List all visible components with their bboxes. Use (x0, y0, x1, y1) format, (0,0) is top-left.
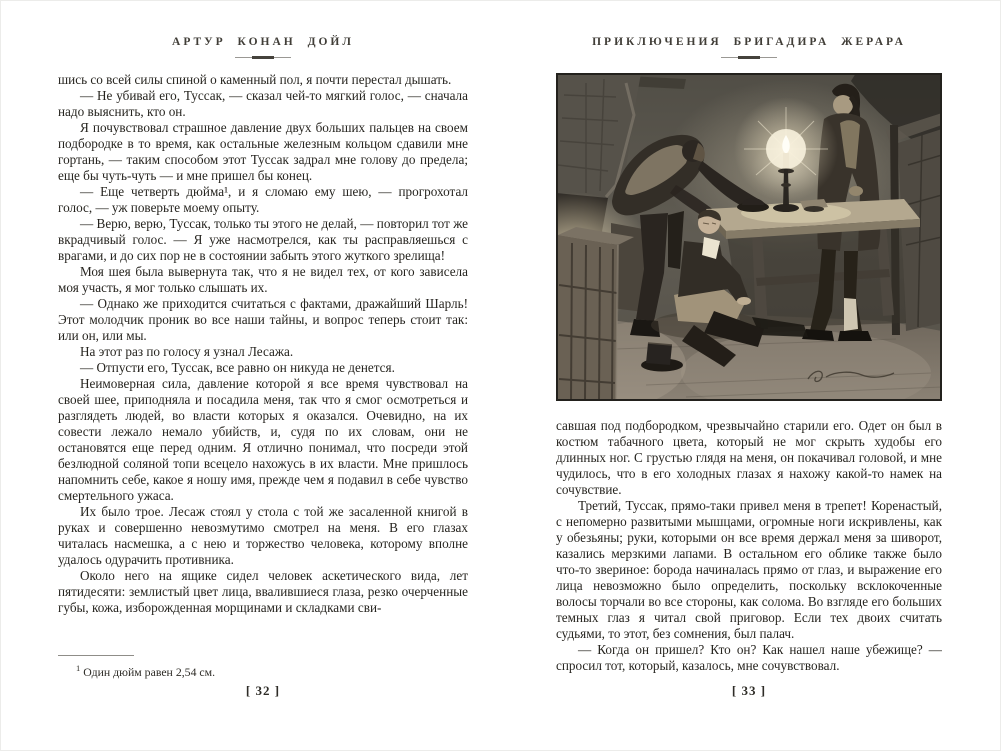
paragraph: — Отпусти его, Туссак, все равно он никуда не денется. (80, 360, 395, 375)
paragraph: савшая под подбородком, чрезвычайно старили его. Одет он был в костюм табачного цвета, который не мог скрыть худобы его длинных ног. С грустью глядя на меня, он покачивал головой, и мне чудилось, что в его холодных глазах я нахожу какой-то намек на сочувствие. (556, 418, 942, 497)
paragraph: Я почувствовал страшное давление двух больших пальцев на своем подбородке в то время, как остальные железным кольцом сдавили мне гортань, — таким способом этот Туссак задрал мне голову до предела; еще бы чуть-чуть — и мне пришел бы конец. (58, 120, 468, 183)
paragraph: — Еще четверть дюйма¹, и я сломаю ему шею, — прогрохотал голос, — уж поверьте моему опыту. (58, 184, 468, 215)
running-head-author: АРТУР КОНАН ДОЙЛ (172, 36, 354, 48)
paragraph: шись со всей силы спиной о каменный пол, я почти перестал дышать. (58, 72, 452, 87)
page-number-right: [ 33 ] (731, 683, 767, 698)
paragraph: — Не убивай его, Туссак, — сказал чей-то мягкий голос, — сначала надо выяснить, кто он. (58, 88, 468, 119)
paragraph: Моя шея была вывернута так, что я не видел тех, от кого зависела моя участь, я мог только слышать их. (58, 264, 468, 295)
paragraph: — Когда он пришел? Кто он? Как нашел наше убежище? — спросил тот, который, казалось, мне сочувствовал. (556, 642, 942, 673)
header-ornament (235, 57, 291, 58)
header-ornament-center (252, 56, 274, 59)
paragraph: Третий, Туссак, прямо-таки привел меня в трепет! Коренастый, с непомерно развитыми мышцами, огромные ноги искривлены, как у обезьяны; руки, которыми он все время держал меня за шиворот, казались мерзкими лапами. В остальном его облике также было что-то звериное: борода начиналась прямо от глаз, и выражение его лица невозможно было определить, поскольку всклокоченные волосы торчали во все стороны, как солома. Во взгляде его больших темных глаз я читал свой приговор. Если тех двоих считать судьями, то этот, без сомнения, был палач. (556, 498, 942, 641)
paragraph: — Однако же приходится считаться с фактами, дражайший Шарль! Этот молодчик проник во все наши тайны, и вопрос теперь стоит так: или он, или мы. (58, 296, 468, 343)
illustration (556, 73, 942, 401)
footnote-text: Один дюйм равен 2,54 см. (83, 664, 216, 679)
footnote-marker: 1 (76, 663, 81, 673)
body-text-left (58, 72, 468, 652)
footnote (58, 661, 468, 680)
header-ornament-center (738, 56, 760, 59)
body-text-right (556, 418, 942, 680)
paragraph: На этот раз по голосу я узнал Лесажа. (80, 344, 294, 359)
page-number-left: [ 32 ] (245, 683, 281, 698)
paragraph: Около него на ящике сидел человек аскетического вида, лет пятидесяти: землистый цвет лица, ввалившиеся глаза, резко очерченные губы, кожа, изборожденная морщинами и складками сви- (58, 568, 468, 615)
engraving-illustration (556, 73, 942, 401)
page-left (58, 0, 468, 751)
paragraph: Их было трое. Лесаж стоял у стола с той же засаленной книгой в руках и совершенно невозмутимо смотрел на меня. В его глазах читалась насмешка, а с нею и торжество человека, которому вполне удалось одурачить противника. (58, 504, 468, 567)
header-ornament (721, 57, 777, 58)
footnote-rule (58, 655, 134, 656)
page-right (556, 0, 942, 751)
paragraph: Неимоверная сила, давление которой я все время чувствовал на своей шее, приподняла и посадила меня, так что я смог осмотреться и разглядеть людей, во власти которых я оказался. Очевидно, на их совести лежало немало убийств, и, судя по их словам, они не остановятся еще перед одним. Я отлично понимал, что посреди этой безлюдной соляной топи всецело нахожусь в их власти. Мне пришлось напомнить себе, какое я ношу имя, прежде чем я подавил в себе чувство смертельного ужаса. (58, 376, 468, 503)
running-head-title: ПРИКЛЮЧЕНИЯ БРИГАДИРА ЖЕРАРА (592, 36, 906, 48)
paragraph: — Верю, верю, Туссак, только ты этого не делай, — повторил тот же вкрадчивый голос. — Я уже насмотрелся, как ты расправляешься с врагами, и до сих пор не в состоянии забыть этого жуткого зрелища! (58, 216, 468, 263)
